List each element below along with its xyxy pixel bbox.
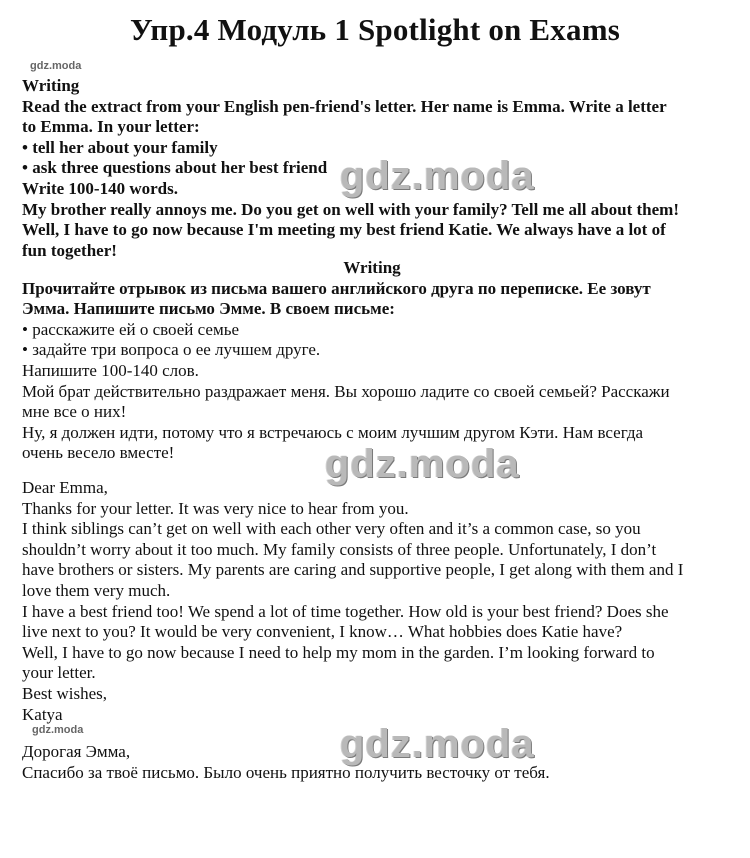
task-en-line: to Emma. In your letter: — [22, 117, 200, 137]
task-ru — [22, 258, 722, 464]
page-title: Упр.4 Модуль 1 Spotlight on Exams — [130, 12, 620, 47]
letter-en-line: I think siblings can’t get on well with each other very often and it’s a common case, so you — [22, 519, 641, 539]
task-en-line: • ask three questions about her best friend — [22, 158, 328, 178]
letter-en-line: Dear Emma, — [22, 478, 108, 497]
task-en-line: My brother really annoys me. Do you get on well with your family? Tell me all about them! — [22, 199, 680, 219]
letter-en-line: your letter. — [22, 663, 96, 683]
letter-ru-line: Дорогая Эмма, — [22, 742, 131, 761]
small-watermark-bottom: gdz.moda — [32, 724, 84, 736]
task-en-line: Read the extract from your English pen-friend's letter. Her name is Emma. Write a letter — [22, 96, 667, 116]
letter-en-line: Best wishes, — [22, 683, 107, 703]
task-ru-line: • задайте три вопроса о ее лучшем друге. — [22, 340, 321, 360]
letter-en-line: I have a best friend too! We spend a lot of time together. How old is your best friend? Does she — [22, 601, 669, 621]
task-ru-heading: Writing — [343, 258, 401, 277]
big-watermark-2: gdz.moda — [325, 442, 520, 486]
task-en-line: • tell her about your family — [22, 137, 218, 157]
letter-en-line: have brothers or sisters. My parents are caring and supportive people, I get along with them and I — [22, 560, 684, 580]
task-ru-line: мне все о них! — [22, 402, 127, 422]
task-ru-bold-line: Прочитайте отрывок из письма вашего английского друга по переписке. Ее зовут — [22, 278, 651, 298]
task-ru-line: • расскажите ей о своей семье — [22, 319, 240, 339]
letter-ru — [22, 742, 722, 783]
letter-en-line: live next to you? It would be very convenient, I know… What hobbies does Katie have? — [22, 622, 623, 642]
task-en-line: fun together! — [22, 240, 117, 260]
task-ru-bold-line: Эмма. Напишите письмо Эмме. В своем письме: — [22, 299, 395, 319]
small-watermark-top: gdz.moda — [30, 60, 82, 72]
task-ru-line: Мой брат действительно раздражает меня. Вы хорошо ладите со своей семьей? Расскажи — [22, 381, 670, 401]
big-watermark-1: gdz.moda — [340, 154, 535, 198]
task-ru-line: очень весело вместе! — [22, 443, 175, 463]
task-ru-line: Напишите 100-140 слов. — [22, 360, 199, 380]
big-watermark-3: gdz.moda — [340, 722, 535, 766]
task-en-line: Well, I have to go now because I'm meeting my best friend Katie. We always have a lot of — [22, 220, 666, 240]
letter-en-line: love them very much. — [22, 580, 171, 600]
task-en-heading: Writing — [22, 76, 80, 95]
letter-en-line: shouldn’t worry about it too much. My family consists of three people. Unfortunately, I don’t — [22, 539, 657, 559]
letter-en-line: Thanks for your letter. It was very nice to hear from you. — [22, 498, 409, 518]
letter-ru-line: Спасибо за твоё письмо. Было очень приятно получить весточку от тебя. — [22, 762, 550, 782]
letter-en-line: Well, I have to go now because I need to help my mom in the garden. I’m looking forward to — [22, 642, 655, 662]
letter-en — [22, 478, 722, 725]
letter-en-line: Katya — [22, 704, 63, 724]
task-en-line: Write 100-140 words. — [22, 178, 178, 198]
task-ru-line: Ну, я должен идти, потому что я встречаюсь с моим лучшим другом Кэти. Нам всегда — [22, 422, 644, 442]
